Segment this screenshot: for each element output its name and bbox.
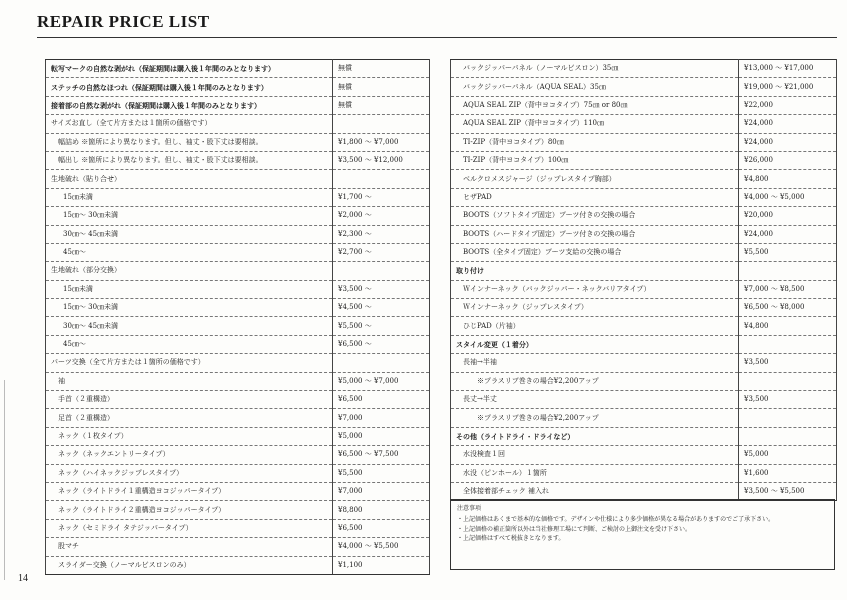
price-row: [46, 188, 430, 206]
item-price: ¥5,500 〜: [333, 317, 430, 335]
item-label: 幅出し ※箇所により異なります。但し、袖丈・股下丈は要相談。: [46, 151, 333, 169]
item-price: [739, 335, 837, 353]
price-row: [46, 78, 430, 96]
item-label: 30㎝〜 45㎝未満: [46, 317, 333, 335]
item-label: バックジッパーパネル（AQUA SEAL）35㎝: [451, 78, 739, 96]
price-row: [451, 317, 837, 335]
item-label: 45㎝〜: [46, 335, 333, 353]
item-price: ¥2,300 〜: [333, 225, 430, 243]
item-price: ¥3,500: [739, 354, 837, 372]
item-label: ※プラスリブ巻きの場合¥2,200アップ: [451, 409, 739, 427]
price-row: [451, 409, 837, 427]
title-underline: [37, 37, 837, 38]
price-row: [46, 133, 430, 151]
item-label: ネック（ハイネックジップレスタイプ）: [46, 464, 333, 482]
item-label: 幅詰め ※箇所により異なります。但し、袖丈・股下丈は要相談。: [46, 133, 333, 151]
item-price: ¥22,000: [739, 96, 837, 114]
price-row: [46, 446, 430, 464]
item-label: ネック（セミドライ タテジッパータイプ）: [46, 519, 333, 537]
item-price: ¥4,000 〜 ¥5,000: [739, 188, 837, 206]
price-row: [451, 262, 837, 280]
price-row: [451, 243, 837, 261]
price-row: [451, 96, 837, 114]
item-label: 15㎝未満: [46, 188, 333, 206]
item-label: Ｗインナーネック（バックジッパー・ネックバリアタイプ）: [451, 280, 739, 298]
price-row: [46, 482, 430, 500]
item-price: [333, 262, 430, 280]
price-row: [451, 188, 837, 206]
item-label: ネック（ライトドライ２重構造ヨコジッパータイプ）: [46, 501, 333, 519]
price-row: [451, 60, 837, 78]
price-row: [46, 60, 430, 78]
item-label: 取り付け: [451, 262, 739, 280]
item-price: ¥4,000 〜 ¥5,500: [333, 538, 430, 556]
item-label: ひじPAD（片袖）: [451, 317, 739, 335]
item-label: 手首（２重構造）: [46, 391, 333, 409]
item-price: ¥6,500: [333, 519, 430, 537]
item-label: ネック（ネックエントリータイプ）: [46, 446, 333, 464]
item-price: [739, 262, 837, 280]
item-label: Ｗインナーネック（ジップレスタイプ）: [451, 299, 739, 317]
item-label: 15㎝〜 30㎝未満: [46, 207, 333, 225]
item-price: ¥3,500 〜 ¥5,500: [739, 482, 837, 500]
item-label: 全体接着部チェック 補入れ: [451, 482, 739, 500]
item-price: ¥2,000 〜: [333, 207, 430, 225]
item-label: 15㎝〜 30㎝未満: [46, 299, 333, 317]
item-price: ¥7,000: [333, 482, 430, 500]
price-row: [451, 225, 837, 243]
item-label: 足首（２重構造）: [46, 409, 333, 427]
item-price: [333, 354, 430, 372]
price-row: [451, 115, 837, 133]
item-label: 生地破れ（貼り合せ）: [46, 170, 333, 188]
item-label: 転写マークの自然な剥がれ（保証期間は購入後１年間のみとなります）: [46, 60, 333, 78]
item-price: ¥4,800: [739, 170, 837, 188]
item-price: ¥2,700 〜: [333, 243, 430, 261]
item-price: ¥3,500 〜 ¥12,000: [333, 151, 430, 169]
item-label: ネック（ライトドライ１重構造ヨコジッパータイプ）: [46, 482, 333, 500]
item-label: 水没（ピンホール）１箇所: [451, 464, 739, 482]
item-price: 無償: [333, 78, 430, 96]
item-label: 接着部の自然な剥がれ（保証期間は購入後１年間のみとなります）: [46, 96, 333, 114]
item-price: ¥4,500 〜: [333, 299, 430, 317]
item-label: 30㎝〜 45㎝未満: [46, 225, 333, 243]
price-row: [46, 538, 430, 556]
item-label: AQUA SEAL ZIP（背中ヨコタイプ）110㎝: [451, 115, 739, 133]
price-row: [46, 501, 430, 519]
item-label: BOOTS（ハードタイプ固定）ブーツ付きの交換の場合: [451, 225, 739, 243]
price-row: [451, 207, 837, 225]
item-price: ¥1,800 〜 ¥7,000: [333, 133, 430, 151]
price-row: [46, 207, 430, 225]
price-row: [46, 96, 430, 114]
item-label: AQUA SEAL ZIP（背中ヨコタイプ）75㎝ or 80㎝: [451, 96, 739, 114]
price-row: [451, 391, 837, 409]
item-price: [739, 372, 837, 390]
price-row: [46, 170, 430, 188]
price-row: [451, 78, 837, 96]
item-label: ヒザPAD: [451, 188, 739, 206]
price-row: [451, 280, 837, 298]
price-row: [451, 427, 837, 445]
item-label: 長丈→半丈: [451, 391, 739, 409]
price-row: [46, 335, 430, 353]
price-row: [451, 354, 837, 372]
item-label: その他（ライトドライ・ドライなど）: [451, 427, 739, 445]
price-row: [451, 133, 837, 151]
price-row: [46, 151, 430, 169]
item-label: ステッチの自然なほつれ（保証期間は購入後１年間のみとなります）: [46, 78, 333, 96]
price-row: [46, 354, 430, 372]
item-price: ¥6,500: [333, 391, 430, 409]
item-label: サイズお直し（全て片方または１箇所の価格です）: [46, 115, 333, 133]
page-edge-divider: [4, 380, 5, 580]
price-row: [451, 335, 837, 353]
left-price-table: [45, 59, 430, 575]
item-price: ¥24,000: [739, 133, 837, 151]
item-price: [739, 409, 837, 427]
item-label: TI-ZIP（背中ヨコタイプ）100㎝: [451, 151, 739, 169]
item-label: 15㎝未満: [46, 280, 333, 298]
item-price: ¥5,500: [333, 464, 430, 482]
item-price: ¥7,000: [333, 409, 430, 427]
price-row: [451, 151, 837, 169]
notes-title: 注意事項: [457, 505, 482, 512]
price-row: [451, 446, 837, 464]
item-price: [739, 427, 837, 445]
price-row: [46, 519, 430, 537]
item-label: 45㎝〜: [46, 243, 333, 261]
item-label: 水没検査１回: [451, 446, 739, 464]
item-price: 無償: [333, 60, 430, 78]
page-title: REPAIR PRICE LIST: [37, 12, 210, 31]
price-row: [46, 115, 430, 133]
item-label: BOOTS（全タイプ固定）ブーツ支給の交換の場合: [451, 243, 739, 261]
item-label: パーツ交換（全て片方または１箇所の価格です）: [46, 354, 333, 372]
price-row: [451, 170, 837, 188]
item-label: ベルクロメスジャージ（ジップレスタイプ胸部）: [451, 170, 739, 188]
item-price: ¥6,500 〜 ¥8,000: [739, 299, 837, 317]
item-price: ¥7,000 〜 ¥8,500: [739, 280, 837, 298]
item-price: ¥5,000: [333, 427, 430, 445]
price-row: [46, 225, 430, 243]
price-row: [46, 464, 430, 482]
item-label: ※プラスリブ巻きの場合¥2,200アップ: [451, 372, 739, 390]
item-price: ¥20,000: [739, 207, 837, 225]
price-row: [46, 243, 430, 261]
item-price: ¥26,000: [739, 151, 837, 169]
price-row: [46, 280, 430, 298]
price-row: [46, 299, 430, 317]
price-row: [451, 464, 837, 482]
item-price: 無償: [333, 96, 430, 114]
item-label: ネック（１枚タイプ）: [46, 427, 333, 445]
notes-box: [450, 499, 835, 570]
price-row: [451, 372, 837, 390]
page-number: 14: [18, 573, 28, 584]
item-price: ¥19,000 〜 ¥21,000: [739, 78, 837, 96]
item-price: ¥8,800: [333, 501, 430, 519]
price-row: [46, 427, 430, 445]
item-price: ¥1,600: [739, 464, 837, 482]
price-row: [46, 391, 430, 409]
item-price: ¥1,700 〜: [333, 188, 430, 206]
item-label: バックジッパーパネル（ノーマルビスロン）35㎝: [451, 60, 739, 78]
item-price: [333, 115, 430, 133]
price-row: [46, 372, 430, 390]
item-price: ¥13,000 〜 ¥17,000: [739, 60, 837, 78]
item-label: 袖: [46, 372, 333, 390]
price-row: [46, 409, 430, 427]
item-label: TI-ZIP（背中ヨコタイプ）80㎝: [451, 133, 739, 151]
item-label: 長袖→半袖: [451, 354, 739, 372]
price-row: [46, 556, 430, 574]
item-price: ¥4,800: [739, 317, 837, 335]
notes-item: ・上記価格はあくまで基本的な価格です。デザインや仕様により多少価格が異なる場合がありますのでご了承下さい。: [457, 516, 775, 524]
right-price-table: [450, 59, 837, 501]
item-price: ¥24,000: [739, 225, 837, 243]
item-price: ¥3,500 〜: [333, 280, 430, 298]
price-row: [46, 262, 430, 280]
item-price: ¥5,000: [739, 446, 837, 464]
price-row: [46, 317, 430, 335]
item-label: スタイル変更（１着分）: [451, 335, 739, 353]
item-label: BOOTS（ソフトタイプ固定）ブーツ付きの交換の場合: [451, 207, 739, 225]
notes-item: ・上記価格の補正箇所以外は当社修理工場にて判断、ご検討の上御注文を受け下さい。: [457, 525, 692, 533]
item-price: ¥5,000 〜 ¥7,000: [333, 372, 430, 390]
item-price: ¥6,500 〜 ¥7,500: [333, 446, 430, 464]
item-price: ¥6,500 〜: [333, 335, 430, 353]
item-price: ¥24,000: [739, 115, 837, 133]
item-label: 股マチ: [46, 538, 333, 556]
item-price: ¥5,500: [739, 243, 837, 261]
price-row: [451, 299, 837, 317]
item-label: 生地破れ（部分交換）: [46, 262, 333, 280]
item-price: ¥1,100: [333, 556, 430, 574]
notes-item: ・上記価格はすべて税抜きとなります。: [457, 534, 565, 542]
item-price: ¥3,500: [739, 391, 837, 409]
item-label: スライダー交換（ノーマルビスロンのみ）: [46, 556, 333, 574]
item-price: [333, 170, 430, 188]
